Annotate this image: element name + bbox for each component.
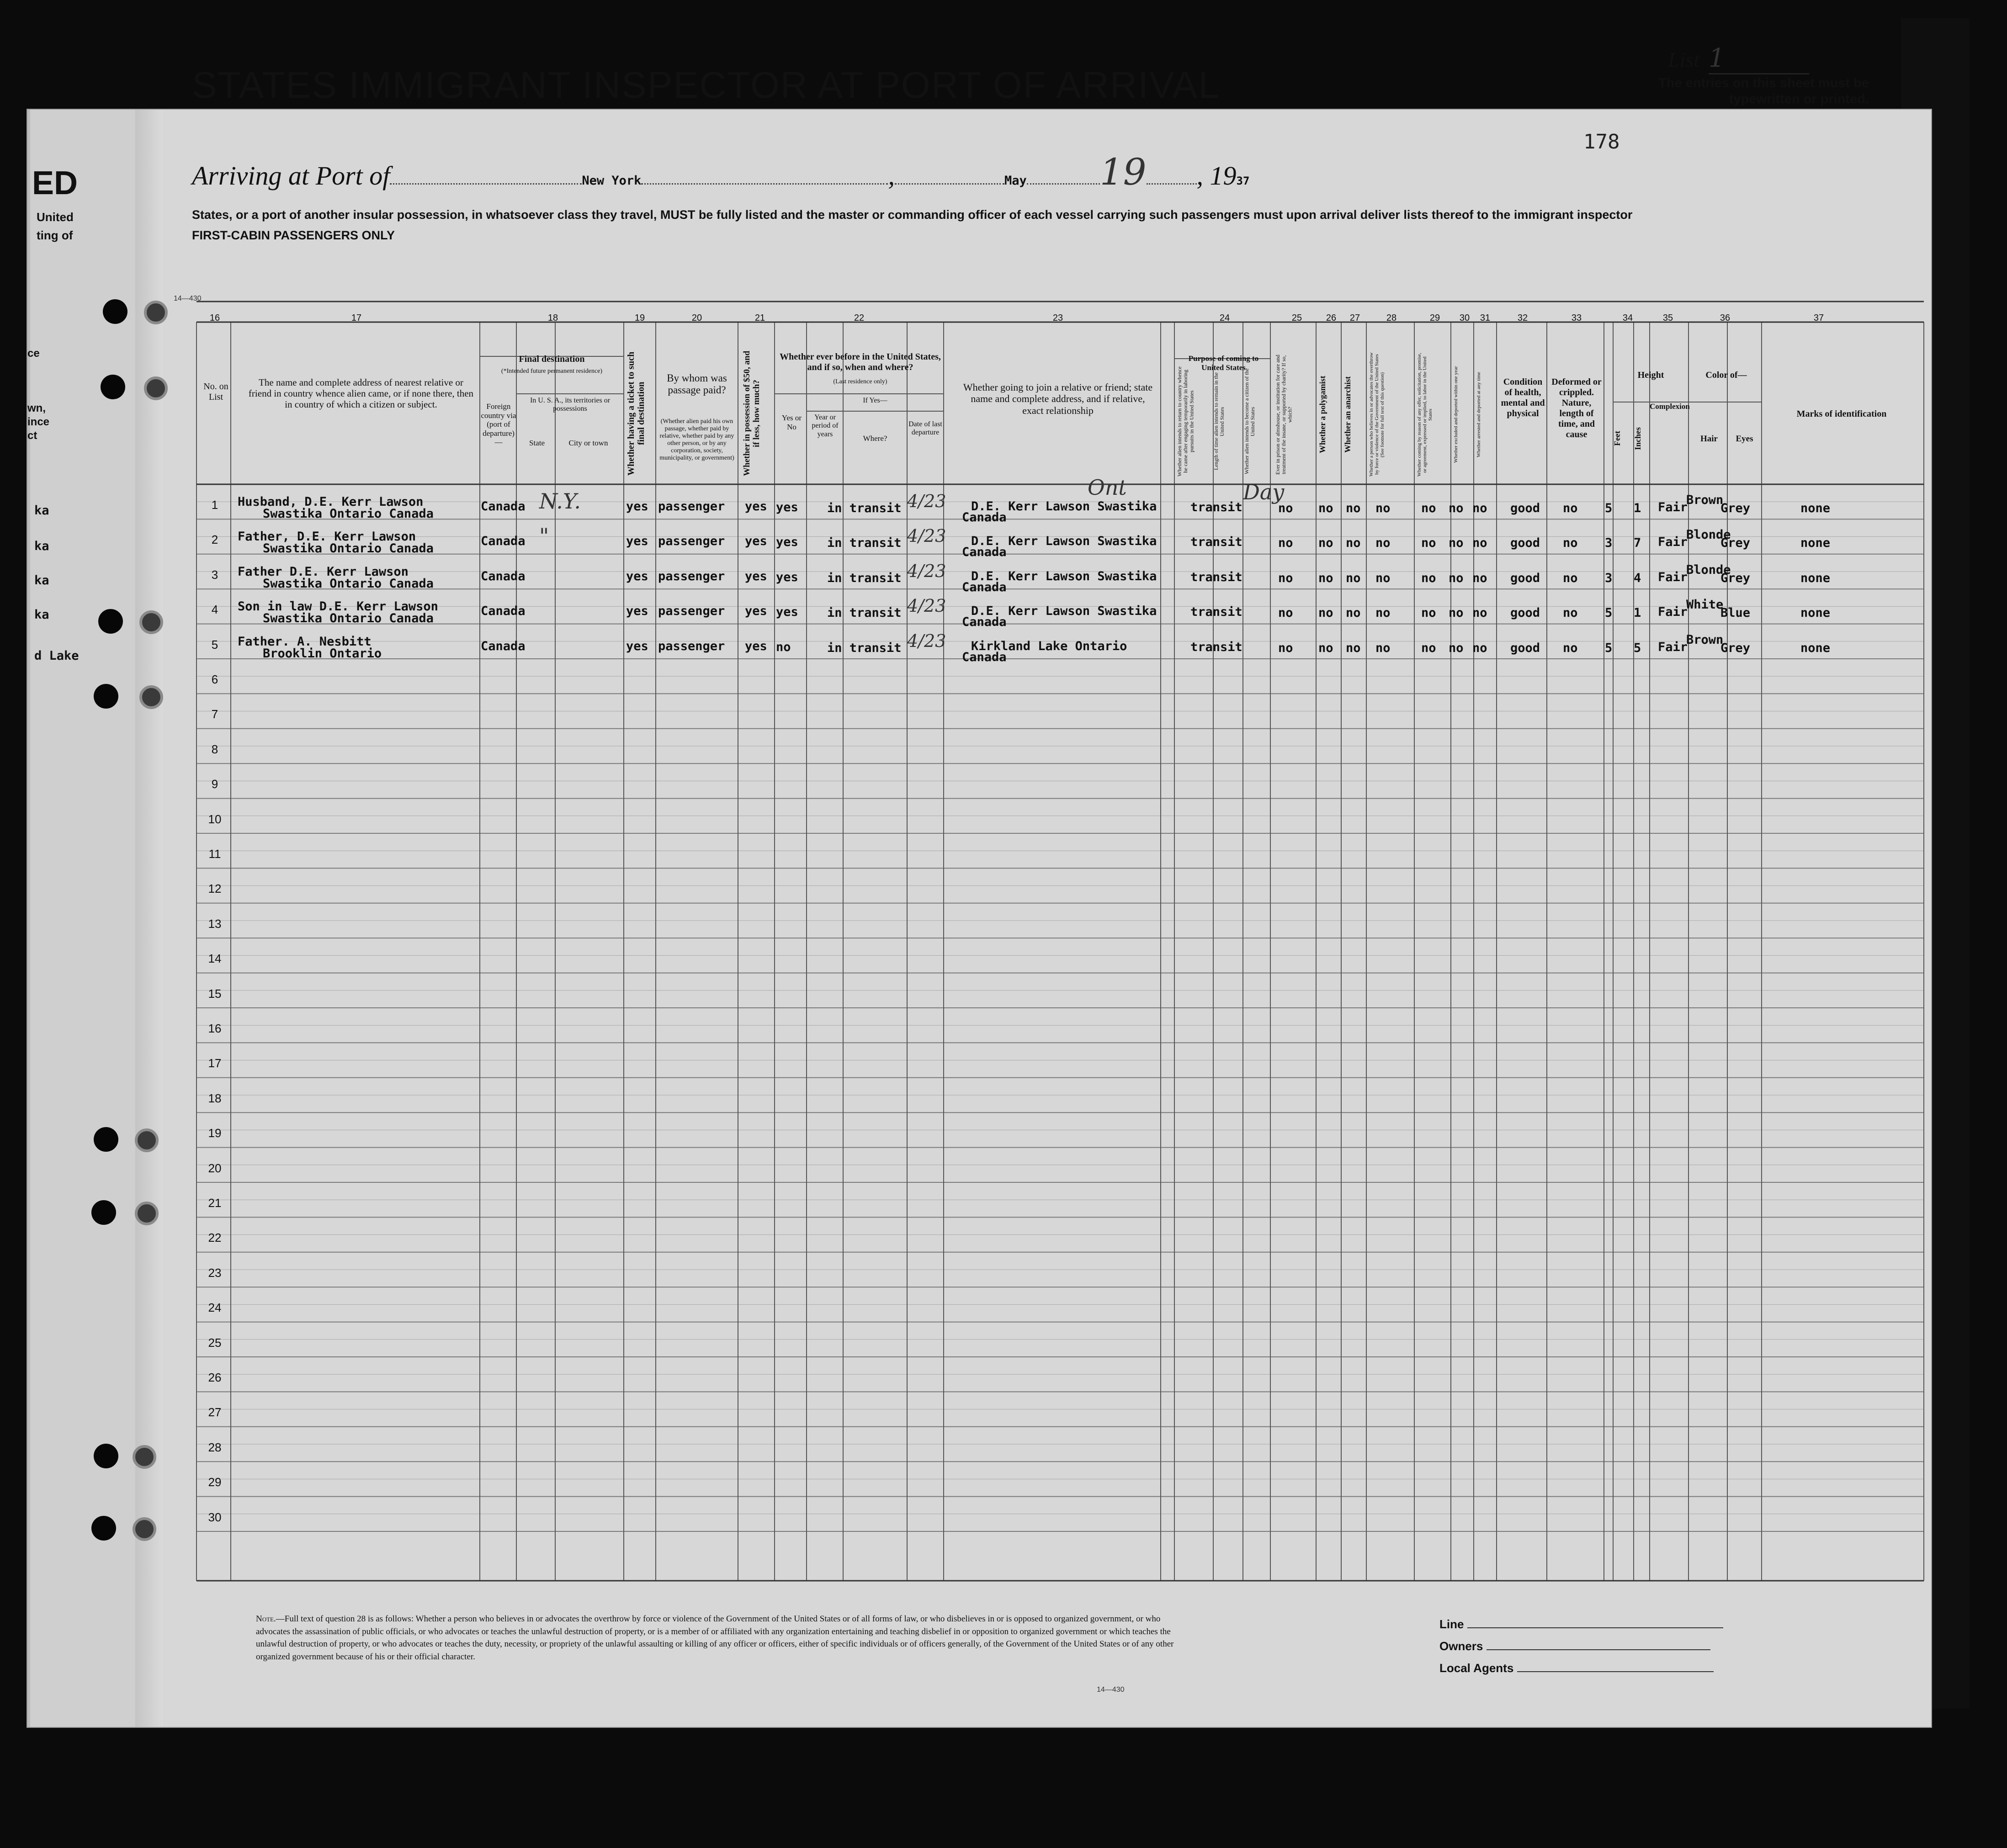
footnote-text: —Full text of question 28 is as follows: Whether a person who believes in or advocates the overthrow by force or violence of the Government of the United States or of all forms of law, or who disbelieves in or is opposed to organized government, or who advocates the assassination of public officials, or who advocates or teaches the unlawful destruction of property, or is a member of or affiliated with any organization entertaining and teaching disbelief in or opposition to organized government or which teaches the unlawful destruction of property, or who advocates or teaches the duty, necessity, or propriety of the unlawful assaulting or killing of any officer or officers, either of specific individuals or of officers generally, of the Government of the United States or of any other organized government because of his or their official character. (256, 1614, 1174, 1662)
row-number: 28 (208, 1440, 222, 1454)
entry-q28: no (1375, 571, 1391, 585)
header-deported: Whether arrested and deported at any time (1476, 372, 1481, 457)
entry-complexion: Fair (1658, 500, 1688, 514)
colnum: 33 (1571, 313, 1582, 323)
colnum: 18 (547, 313, 558, 323)
row-number: 15 (208, 986, 222, 1001)
row-number: 3 (211, 567, 218, 582)
header-complexion: Complexion (1650, 402, 1690, 411)
entry-join2: Canada (962, 650, 1007, 664)
form-number: 14—430 (174, 295, 202, 302)
header-purpose-citizen: Whether alien intends to become a citizen of the United States (1243, 368, 1256, 475)
punch-hole (135, 1202, 159, 1225)
colnum: 37 (1813, 313, 1824, 323)
header-passage-paid: By whom was passage paid? (667, 372, 727, 396)
header-relative: The name and complete address of nearest relative or friend in country whence alien came, or if none there, then in country of which a citizen or subject. (248, 377, 474, 410)
handwritten-date: 4/23 (907, 526, 946, 546)
entry-address: Swastika Ontario Canada (263, 611, 434, 626)
entry-deformed: no (1563, 606, 1578, 620)
row-number: 16 (208, 1022, 222, 1035)
entry-health: good (1510, 571, 1540, 585)
entry-hair: Brown (1686, 493, 1724, 507)
side-fragment-ce: ce (27, 347, 40, 360)
entry-purpose: transit (1190, 605, 1242, 620)
header-eyes: Eyes (1736, 434, 1753, 444)
entry-q28: no (1375, 606, 1391, 620)
handwritten-p_hand: Day (1243, 480, 1285, 504)
entry-feet: 5 (1605, 501, 1613, 515)
header-inches: Inches (1633, 427, 1642, 450)
header-ticket: Whether having a ticket to such final destination (626, 351, 646, 476)
row-number: 24 (208, 1301, 222, 1315)
entry-deformed: no (1563, 536, 1578, 551)
entry-join2: Canada (962, 615, 1007, 630)
handwritten-date: 4/23 (907, 561, 946, 581)
header-feet: Feet (1613, 431, 1622, 446)
row-number: 18 (208, 1091, 222, 1105)
entry-q28: no (1375, 501, 1391, 515)
entry-paid: passenger (658, 569, 725, 583)
list-value: 1 (1709, 43, 1809, 74)
entry-q31: no (1472, 536, 1487, 551)
entry-anarch: no (1346, 641, 1361, 655)
row-number: 19 (208, 1126, 222, 1140)
colnum: 29 (1429, 313, 1440, 323)
entry-ticket: yes (626, 639, 648, 653)
header-hair: Hair (1700, 434, 1718, 444)
header-purpose-return: Whether alien intends to return to country whence he came after engaging temporarily in laboring pursuits in the United States (1176, 366, 1195, 477)
colnum: 19 (634, 313, 645, 323)
entry-complexion: Fair (1658, 640, 1688, 654)
header-usa: In U. S. A., its territories or possessions (530, 397, 611, 413)
entry-join2: Canada (962, 510, 1007, 524)
punch-hole (144, 301, 168, 324)
entry-deformed: no (1563, 501, 1578, 515)
row-number: 29 (208, 1475, 222, 1489)
punch-hole (101, 375, 125, 399)
entry-health: good (1510, 501, 1540, 515)
punch-hole (144, 376, 168, 400)
handwritten-join_hand: Ont (1088, 475, 1127, 500)
entry-foreign: Canada (481, 639, 526, 653)
row-number: 9 (211, 777, 218, 791)
side-row-1: ka (34, 503, 49, 518)
row-number: 12 (208, 882, 222, 896)
entry-anarch: no (1346, 536, 1361, 551)
entry-inches: 1 (1634, 501, 1641, 515)
entry-prison: no (1278, 606, 1293, 620)
colnum: 21 (754, 313, 765, 323)
handwritten-date: 4/23 (907, 491, 946, 511)
side-fragment-ting: ting of (37, 228, 73, 242)
entry-polyg: no (1318, 606, 1333, 620)
side-fragment-united: United (37, 210, 74, 224)
entry-ticket: yes (626, 569, 648, 583)
entry-join: D.E. Kerr Lawson Swastika (971, 604, 1157, 619)
line-field: Line (1439, 1617, 1723, 1631)
entry-inches: 1 (1634, 606, 1641, 620)
row-number: 5 (211, 637, 218, 651)
entry-foreign: Canada (481, 534, 526, 549)
left-page-strip (30, 110, 137, 1727)
header-fifty-dollars: Whether in possession of $50, and if less, how much? (742, 350, 761, 477)
entry-relative: Husband, D.E. Kerr Lawson (238, 495, 424, 509)
entry-purpose: transit (1190, 640, 1242, 654)
entry-prison: no (1278, 501, 1293, 515)
entry-where: in transit (827, 606, 902, 620)
colnum: 17 (351, 313, 362, 323)
entry-q30: no (1449, 641, 1464, 655)
entry-q28: no (1375, 536, 1391, 551)
punch-hole (91, 1516, 116, 1541)
punch-hole (139, 685, 163, 709)
entry-marks: none (1800, 641, 1831, 655)
header-color: Color of— (1705, 370, 1747, 380)
entry-fifty: yes (745, 534, 767, 549)
punch-hole (94, 1127, 118, 1152)
header-city: City or town (568, 439, 608, 447)
header-date-departure: Date of last departure (908, 420, 942, 437)
punch-hole (94, 1444, 118, 1468)
entry-inches: 5 (1634, 641, 1641, 655)
entry-fifty: yes (745, 604, 767, 619)
entry-join2: Canada (962, 580, 1007, 594)
header-year: Year or period of years (812, 413, 839, 438)
colnum: 20 (691, 313, 702, 323)
entry-hair: Blonde (1686, 562, 1731, 577)
entry-join: D.E. Kerr Lawson Swastika (971, 569, 1157, 583)
entry-inches: 7 (1634, 536, 1641, 551)
entry-anarch: no (1346, 606, 1361, 620)
side-fragment-wn: wn, (27, 402, 46, 414)
colnum: 35 (1662, 313, 1673, 323)
side-fragment-ed: ED (32, 165, 78, 201)
entry-address: Swastika Ontario Canada (263, 576, 434, 591)
entry-health: good (1510, 641, 1540, 655)
row-number: 30 (208, 1510, 222, 1524)
entry-where: in transit (827, 641, 902, 655)
entry-q28: no (1375, 641, 1391, 655)
handwritten-date: 4/23 (907, 630, 946, 651)
entry-paid: passenger (658, 604, 725, 619)
header-passage-paid-sub: (Whether alien paid his own passage, whether paid by relative, whether paid by any other person, or by any corporation, society, municipality, or government) (659, 418, 734, 462)
typewritten-note: The entries on this sheet must be typewritten or printed. (1658, 76, 1869, 106)
entry-deformed: no (1563, 641, 1578, 655)
side-row-4: ka (34, 608, 49, 622)
entry-hair: Brown (1686, 632, 1724, 647)
side-fragment-ince: ince (27, 416, 50, 428)
entry-prison: no (1278, 536, 1293, 551)
header-prison: Ever in prison or almshouse, or institution for care and treatment of the insane, or supported by charity? If so, which? (1274, 355, 1293, 475)
page-number: 178 (1583, 130, 1620, 154)
entry-complexion: Fair (1658, 535, 1688, 550)
row-number: 10 (208, 812, 222, 826)
entry-q30: no (1449, 571, 1464, 585)
entry-marks: none (1800, 501, 1831, 515)
entry-hair: Blonde (1686, 528, 1731, 542)
entry-before: yes (776, 570, 798, 584)
entry-eyes: Grey (1720, 571, 1751, 585)
entry-paid: passenger (658, 534, 725, 549)
row-number: 13 (208, 916, 222, 931)
row-number: 6 (211, 672, 218, 686)
entry-foreign: Canada (481, 604, 526, 619)
entry-where: in transit (827, 571, 902, 585)
form-subtitle: States, or a port of another insular possession, in whatsoever class they travel, MUST be fully listed and the master or commanding officer of each vessel carrying such passengers must upon arrival deliver lists thereof to the immigrant inspector (192, 208, 1633, 222)
entry-q30: no (1449, 536, 1464, 551)
row-number: 1 (211, 498, 218, 512)
punch-hole (133, 1517, 156, 1541)
list-label: List (1668, 48, 1700, 71)
colnum: 36 (1720, 313, 1731, 323)
entry-join: D.E. Kerr Lawson Swastika (971, 534, 1157, 549)
owners-field: Owners (1439, 1639, 1710, 1653)
year-prefix: 19 (1210, 161, 1237, 191)
entry-before: yes (776, 535, 798, 550)
entry-q30: no (1449, 606, 1464, 620)
arriving-label: Arriving at Port of (192, 161, 390, 191)
entry-health: good (1510, 606, 1540, 620)
punch-hole (135, 1128, 159, 1152)
colnum: 32 (1517, 313, 1528, 323)
punch-hole (98, 609, 123, 634)
entry-deformed: no (1563, 571, 1578, 585)
colnum: 24 (1219, 313, 1230, 323)
entry-foreign: Canada (481, 569, 526, 583)
entry-hair: White (1686, 598, 1724, 612)
row-number: 17 (208, 1056, 222, 1070)
entry-fifty: yes (745, 639, 767, 653)
entry-q29: no (1421, 606, 1436, 620)
entry-eyes: Grey (1720, 641, 1751, 655)
entry-eyes: Blue (1720, 606, 1751, 620)
header-before-sub: (Last residence only) (833, 378, 887, 385)
handwritten-state: " (539, 524, 549, 549)
colnum: 23 (1052, 313, 1063, 323)
entry-feet: 5 (1605, 606, 1613, 620)
header-polygamist: Whether a polygamist (1318, 376, 1327, 454)
entry-feet: 3 (1605, 571, 1613, 585)
punch-hole (91, 1200, 116, 1225)
entry-address: Swastika Ontario Canada (263, 507, 434, 521)
local-agents-field: Local Agents (1439, 1661, 1714, 1675)
form-title: STATES IMMIGRANT INSPECTOR AT PORT OF ARRIVAL (192, 64, 1220, 106)
footnote-question-28 (256, 1613, 1193, 1663)
header-no-on-list: No. on List (203, 381, 228, 402)
entry-anarch: no (1346, 501, 1361, 515)
entry-before: no (776, 640, 791, 654)
entry-ticket: yes (626, 499, 648, 514)
header-final-destination: Final destination (519, 354, 585, 364)
entry-fifty: yes (745, 569, 767, 583)
header-purpose-length: Length of time alien intends to remain in the United States (1213, 372, 1226, 471)
punch-hole (103, 299, 127, 324)
entry-address: Swastika Ontario Canada (263, 541, 434, 556)
entry-purpose: transit (1190, 535, 1242, 550)
entry-polyg: no (1318, 571, 1333, 585)
entry-q29: no (1421, 501, 1436, 515)
colnum: 27 (1349, 313, 1360, 323)
handwritten-date: 4/23 (907, 596, 946, 616)
entry-before: yes (776, 500, 798, 514)
manifest-sheet (27, 110, 1931, 1727)
row-number: 21 (208, 1196, 222, 1210)
entry-complexion: Fair (1658, 570, 1688, 584)
entry-purpose: transit (1190, 570, 1242, 584)
list-number (1668, 43, 1809, 74)
entry-fifty: yes (745, 499, 767, 514)
header-deformed: Deformed or crippled. Nature, length of time, and cause (1551, 377, 1602, 439)
handwritten-state: N.Y. (539, 489, 581, 514)
header-if-yes: If Yes— (863, 397, 887, 404)
entry-q31: no (1472, 501, 1487, 515)
entry-relative: Father D.E. Kerr Lawson (238, 564, 409, 579)
entry-purpose: transit (1190, 500, 1242, 514)
colnum: 26 (1326, 313, 1337, 323)
entry-q31: no (1472, 641, 1487, 655)
header-where: Where? (863, 434, 887, 443)
year-suffix: 37 (1236, 175, 1250, 187)
side-fragment-ct: ct (27, 429, 37, 442)
entry-join: Kirkland Lake Ontario (971, 639, 1127, 653)
colnum: 25 (1291, 313, 1302, 323)
entry-anarch: no (1346, 571, 1361, 585)
entry-paid: passenger (658, 639, 725, 653)
header-health: Condition of health, mental and physical (1501, 377, 1545, 418)
row-number: 23 (208, 1266, 222, 1280)
entry-marks: none (1800, 536, 1831, 551)
entry-before: yes (776, 605, 798, 620)
row-number: 4 (211, 603, 218, 617)
header-height: Height (1637, 370, 1664, 380)
entry-prison: no (1278, 641, 1293, 655)
entry-polyg: no (1318, 501, 1333, 515)
day-value: 19 (1099, 151, 1147, 193)
side-row-3: ka (34, 573, 49, 588)
entry-ticket: yes (626, 604, 648, 619)
header-marks: Marks of identification (1796, 409, 1887, 419)
header-foreign-country: Foreign country via (port of departure)— (481, 402, 516, 447)
entry-q29: no (1421, 571, 1436, 585)
row-number: 11 (208, 847, 221, 861)
punch-hole (133, 1445, 156, 1469)
entry-eyes: Grey (1720, 501, 1751, 515)
colnum: 16 (209, 313, 220, 323)
entry-join2: Canada (962, 545, 1007, 560)
entry-health: good (1510, 536, 1540, 551)
header-joining: Whether going to join a relative or friend; state name and complete address, and if relative, exact relationship (963, 381, 1153, 416)
punch-hole (139, 610, 163, 634)
arriving-line: Arriving at Port of New York , May 19 , 1937 (192, 151, 1250, 193)
entry-foreign: Canada (481, 499, 526, 514)
entry-feet: 5 (1605, 641, 1613, 655)
entry-relative: Son in law D.E. Kerr Lawson (238, 599, 438, 614)
month-value: May (1004, 174, 1027, 188)
entry-q31: no (1472, 606, 1487, 620)
side-row-5: d Lake (34, 649, 79, 663)
colnum: 31 (1480, 313, 1491, 323)
footnote-form-number: 14—430 (1097, 1686, 1125, 1694)
row-number: 8 (211, 742, 218, 756)
cabin-class: FIRST-CABIN PASSENGERS ONLY (192, 228, 395, 242)
header-final-destination-sub: (*Intended future permanent residence) (501, 368, 603, 375)
entry-marks: none (1800, 606, 1831, 620)
row-number: 20 (208, 1161, 222, 1175)
row-number: 7 (211, 707, 218, 721)
row-number: 22 (208, 1231, 222, 1245)
entry-complexion: Fair (1658, 605, 1688, 620)
entry-eyes: Grey (1720, 536, 1751, 551)
entry-q30: no (1449, 501, 1464, 515)
colnum: 28 (1386, 313, 1397, 323)
header-purpose: Purpose of coming to United States (1188, 354, 1259, 372)
entry-where: in transit (827, 536, 902, 551)
header-state: State (529, 439, 545, 447)
header-anarchist: Whether an anarchist (1343, 376, 1352, 453)
colnum: 30 (1459, 313, 1470, 323)
page-fold (135, 110, 163, 1727)
entry-marks: none (1800, 571, 1831, 585)
entry-prison: no (1278, 571, 1293, 585)
row-number: 26 (208, 1371, 222, 1384)
entry-ticket: yes (626, 534, 648, 549)
entry-address: Brooklin Ontario (263, 646, 382, 661)
entry-where: in transit (827, 501, 902, 515)
header-contract-labor: Whether coming by reason of any offer, solicitation, promise, or agreement, expressed or implied, to labor in the United States (1417, 353, 1434, 477)
punch-hole (94, 684, 118, 709)
header-question-28: Whether a person who believes in or advocates the overthrow by force or violence of the Government of the United States (See footnote for full text of this question) (1369, 352, 1386, 477)
entry-q29: no (1421, 641, 1436, 655)
entry-paid: passenger (658, 499, 725, 514)
header-before-in-us: Whether ever before in the United States, and if so, when and where? (780, 352, 941, 372)
entry-q29: no (1421, 536, 1436, 551)
footnote-label: Note. (256, 1614, 276, 1624)
side-row-2: ka (34, 539, 49, 553)
entry-relative: Father. A. Nesbitt (238, 634, 372, 649)
entry-relative: Father, D.E. Kerr Lawson (238, 530, 416, 544)
header-excluded: Whether excluded and deported within one year (1453, 366, 1459, 463)
port-value: New York (582, 174, 642, 188)
row-number: 25 (208, 1335, 222, 1350)
entry-inches: 4 (1634, 571, 1641, 585)
row-number: 2 (211, 533, 218, 547)
row-number: 27 (208, 1405, 222, 1419)
colnum: 22 (854, 313, 865, 323)
entry-q31: no (1472, 571, 1487, 585)
header-yes-no: Yes or No (781, 413, 802, 431)
entry-polyg: no (1318, 641, 1333, 655)
entry-polyg: no (1318, 536, 1333, 551)
colnum: 34 (1622, 313, 1633, 323)
row-number: 14 (208, 952, 222, 966)
entry-feet: 3 (1605, 536, 1613, 551)
entry-join: D.E. Kerr Lawson Swastika (971, 499, 1157, 514)
